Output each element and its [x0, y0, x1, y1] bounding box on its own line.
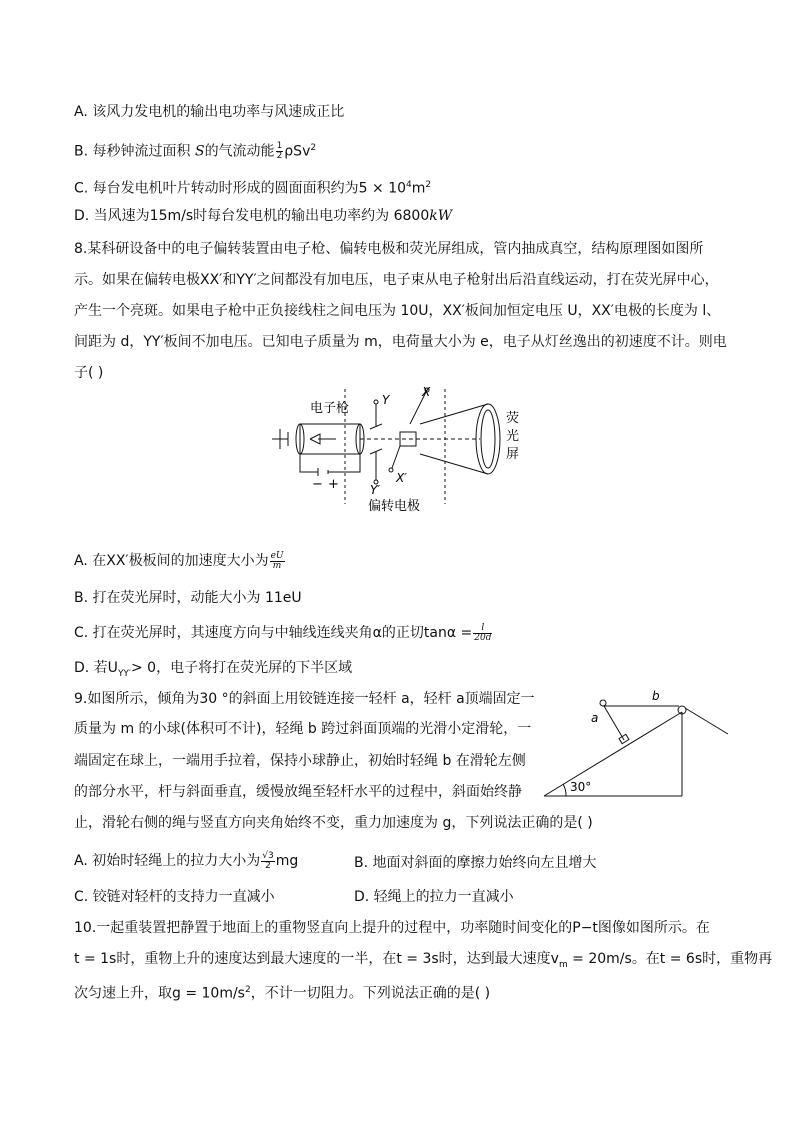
q9-option-b: B. 地面对斜面的摩擦力始终向左且增大 — [354, 855, 597, 871]
q9-option-d: D. 轻绳上的拉力一直减小 — [354, 889, 514, 905]
q9-stem-line4: 的部分水平，杆与斜面垂直，缓慢放绳至轻杆水平的过程中，斜面始终静 — [74, 784, 522, 800]
fraction: $\frac{√3}{2}$ — [262, 850, 274, 871]
angle-label: 30° — [570, 780, 592, 794]
screen-char-1: 荧 — [506, 411, 520, 426]
y-prime-label: Y′ — [370, 483, 381, 497]
q8-stem-line1: 8.某科研设备中的电子偏转装置由电子枪、偏转电极和荧光屏组成，管内抽成真空，结构原理图如图所 — [74, 241, 704, 257]
y-label: Y — [382, 393, 390, 407]
q7-option-a: A. 该风力发电机的输出电功率与风速成正比 — [74, 104, 345, 120]
q8-stem-line5: 子( ) — [74, 365, 104, 381]
q9-incline-diagram — [540, 670, 740, 802]
q7-option-c: C. 每台发电机叶片转动时形成的圆面面积约为$5 \times 10^4m^2$ — [74, 180, 432, 197]
rope-b-label: b — [652, 689, 660, 703]
rod-a-label: a — [591, 711, 599, 725]
q10-stem-line3: 次匀速上升，取$g = 10m/s^2$，不计一切阻力。下列说法正确的是( ) — [74, 985, 491, 1002]
q8-option-a: A. 在XX′极板间的加速度大小为 $\frac{eU}{m}$ — [74, 550, 284, 571]
plus-sign: + — [328, 477, 339, 492]
x-label: X — [422, 385, 431, 399]
q9-option-c: C. 铰链对轻杆的支持力一直减小 — [74, 889, 275, 905]
q10-stem-line2: t = 1s时，重物上升的速度达到最大速度的一半，在t = 3s时，达到最大速度$v_m = 20m/s$。在t = 6s时，重物再 — [74, 951, 773, 970]
q7-option-b: B. 每秒钟流过面积 S的气流动能 $\frac{1}{2}$ ρSv$^2$ — [74, 141, 317, 162]
fraction: $\frac{eU}{m}$ — [270, 550, 284, 571]
q8-option-d: D. 若$U_{YY'}> 0$，电子将打在荧光屏的下半区域 — [74, 660, 353, 679]
minus-sign: − — [312, 477, 323, 492]
q9-stem-line1: 9.如图所示，倾角为30 °的斜面上用铰链连接一轻杆 a，轻杆 a顶端固定一 — [74, 691, 535, 707]
q8-stem-line2: 示。如果在偏转电极XX′和YY′之间都没有加电压，电子束从电子枪射出后沿直线运动，打在荧光屏中心， — [74, 272, 719, 288]
deflection-electrode-caption: 偏转电极 — [368, 499, 421, 514]
fraction: $\frac{l}{20d}$ — [474, 622, 492, 643]
q9-stem-line3: 端固定在球上，一端用手拉着，保持小球静止，初始时轻绳 b 在滑轮左侧 — [74, 753, 526, 769]
q8-stem-line3: 产生一个亮斑。如果电子枪中正负接线柱之间电压为 10U，XX′板间加恒定电压 U，XX′电极的长度为 l、 — [74, 303, 721, 319]
q10-stem-line1: 10.一起重装置把静置于地面上的重物竖直向上提升的过程中，功率随时间变化的P−t图像如图所示。在 — [74, 920, 710, 936]
gun-label: 电子枪 — [310, 401, 350, 416]
q8-option-b: B. 打在荧光屏时，动能大小为 11eU — [74, 590, 302, 606]
q8-stem-line4: 间距为 d，YY′板间不加电压。已知电子质量为 m，电荷量大小为 e，电子从灯丝逸出的初速度不计。则电 — [74, 334, 727, 350]
fraction: $\frac{1}{2}$ — [276, 141, 283, 162]
q9-stem-line2: 质量为 m 的小球(体积可不计)，轻绳 b 跨过斜面顶端的光滑小定滑轮，一 — [74, 721, 532, 737]
q8-tube-diagram — [270, 384, 530, 516]
x-prime-label: X′ — [396, 471, 407, 485]
q9-stem-line5: 止，滑轮右侧的绳与竖直方向夹角始终不变，重力加速度为 g，下列说法正确的是( ) — [74, 815, 593, 831]
q9-option-a: A. 初始时轻绳上的拉力大小为 $\frac{√3}{2}$ mg — [74, 850, 299, 871]
screen-char-3: 屏 — [506, 447, 520, 462]
screen-char-2: 光 — [506, 429, 520, 444]
q7-option-d: D. 当风速为15m/s时每台发电机的输出电功率约为 6800kW — [74, 208, 453, 224]
q8-option-c: C. 打在荧光屏时，其速度方向与中轴线连线夹角α的正切tanα = $\frac{l}{20d}$ — [74, 622, 492, 643]
